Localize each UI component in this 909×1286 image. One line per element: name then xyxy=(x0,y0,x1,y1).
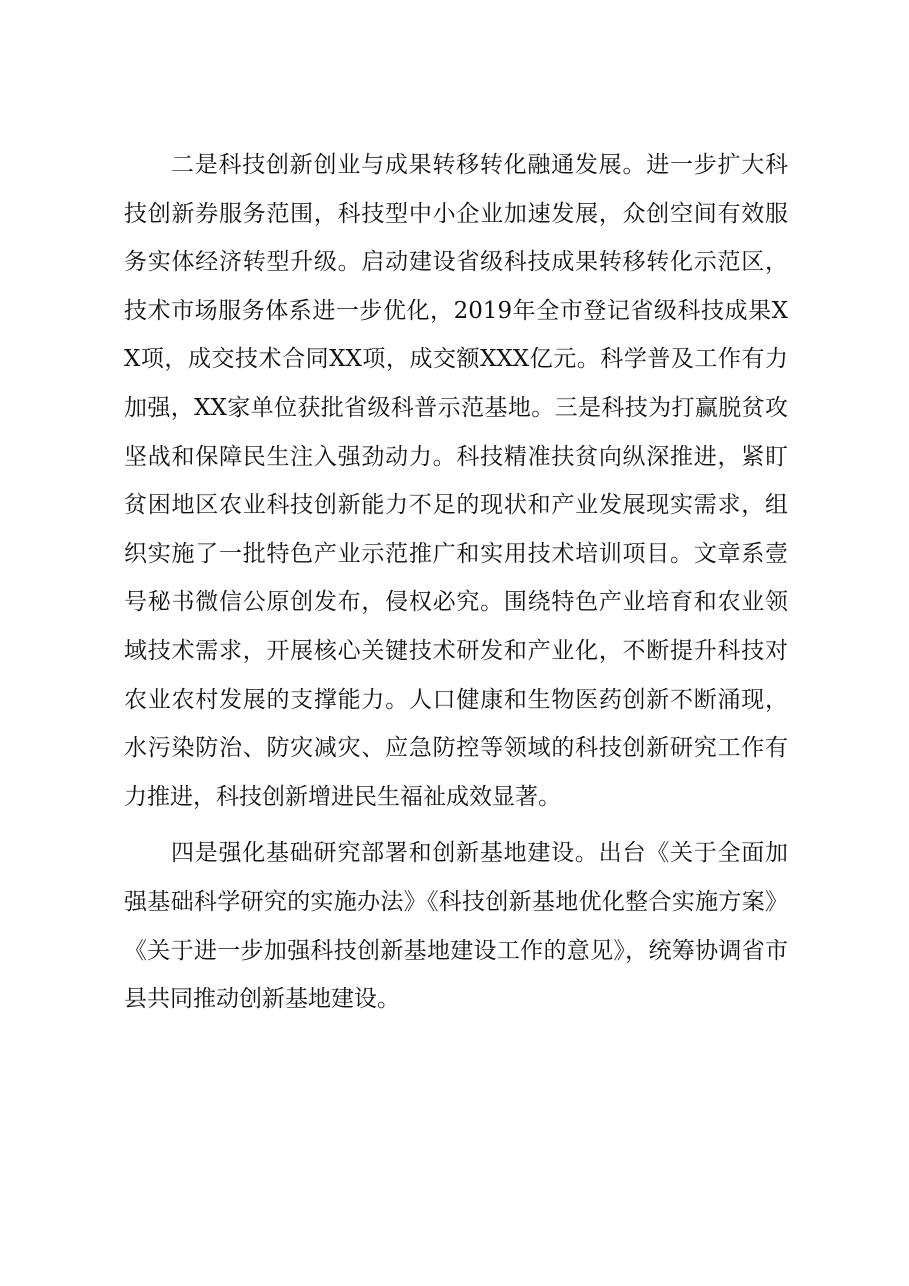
document-body xyxy=(124,141,788,1024)
paragraph-basic-research: 四是强化基础研究部署和创新基地建设。出台《关于全面加强基础科学研究的实施办法》《科技创新基地优化整合实施方案》《关于进一步加强科技创新基地建设工作的意见》，统筹协调省市县共同推动创新基地建设。 xyxy=(124,840,788,1013)
paragraph-achievements: 二是科技创新创业与成果转移转化融通发展。进一步扩大科技创新券服务范围，科技型中小企业加速发展，众创空间有效服务实体经济转型升级。启动建设省级科技成果转移转化示范区，技术市场服务体系进一步优化，2019年全市登记省级科技成果XX项，成交技术合同XX项，成交额XXX亿元。科学普及工作有力加强，XX家单位获批省级科普示范基地。三是科技为打赢脱贫攻坚战和保障民生注入强劲动力。科技精准扶贫向纵深推进，紧盯贫困地区农业科技创新能力不足的现状和产业发展现实需求，组织实施了一批特色产业示范推广和实用技术培训项目。文章系壹号秘书微信公原创发布，侵权必究。围绕特色产业培育和农业领域技术需求，开展核心关键技术研发和产业化，不断提升科技对农业农村发展的支撑能力。人口健康和生物医药创新不断涌现，水污染防治、防灾减灾、应急防控等领域的科技创新研究工作有力推进，科技创新增进民生福祉成效显著。 xyxy=(124,152,788,810)
